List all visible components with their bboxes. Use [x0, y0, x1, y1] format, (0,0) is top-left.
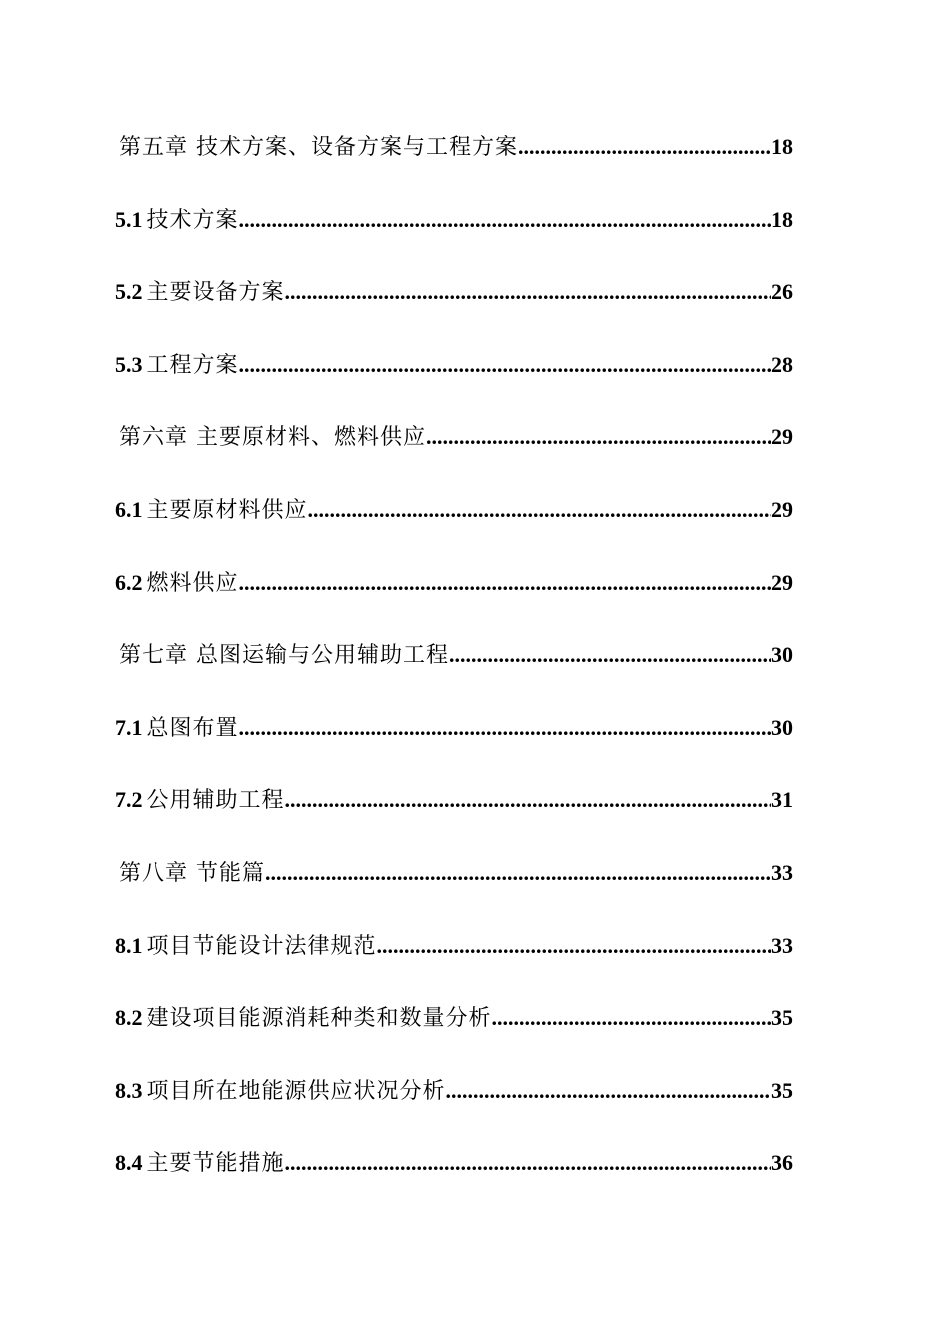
toc-entry[interactable] [115, 856, 793, 929]
toc-entry[interactable] [115, 130, 793, 203]
toc-entry-title [115, 493, 308, 524]
toc-leader-dots [308, 497, 771, 523]
toc-entry-text: 技术方案 [146, 207, 239, 233]
toc-entry-text: 项目节能设计法律规范 [146, 933, 377, 959]
toc-entry-title [115, 1146, 285, 1177]
toc-entry-text: 第八章 节能篇 [119, 860, 265, 886]
toc-leader-dots [449, 642, 771, 668]
toc-entry-title [115, 420, 426, 451]
toc-entry[interactable] [115, 1001, 793, 1074]
toc-entry[interactable] [115, 783, 793, 856]
toc-entry-title [115, 275, 285, 306]
toc-page-number: 36 [771, 1150, 793, 1176]
toc-entry-text: 主要设备方案 [146, 280, 285, 306]
toc-entry-number: 5.3 [115, 351, 143, 377]
toc-entry-text: 第六章 主要原材料、燃料供应 [119, 425, 426, 451]
toc-page-number: 18 [771, 206, 793, 232]
toc-entry-title [115, 783, 285, 814]
toc-page-number: 30 [771, 642, 793, 668]
toc-entry-text: 公用辅助工程 [146, 788, 285, 814]
toc-entry-title [115, 130, 518, 161]
toc-entry[interactable] [115, 493, 793, 566]
toc-entry[interactable] [115, 929, 793, 1002]
toc-entry-title [115, 929, 377, 960]
toc-entry[interactable] [115, 1074, 793, 1147]
toc-entry-number: 8.3 [115, 1077, 143, 1103]
toc-entry-number: 8.2 [115, 1005, 143, 1031]
toc-page-number: 35 [771, 1077, 793, 1103]
toc-page-number: 29 [771, 496, 793, 522]
toc-entry-title [115, 566, 239, 597]
toc-entry[interactable] [115, 348, 793, 421]
toc-leader-dots [239, 207, 771, 233]
toc-entry-title [115, 1074, 446, 1105]
toc-entry-number: 6.1 [115, 496, 143, 522]
toc-leader-dots [239, 715, 771, 741]
toc-entry[interactable] [115, 275, 793, 348]
toc-entry-text: 项目所在地能源供应状况分析 [146, 1078, 446, 1104]
toc-entry-text: 工程方案 [146, 352, 239, 378]
toc-page-number: 33 [771, 932, 793, 958]
toc-page-number: 30 [771, 714, 793, 740]
toc-entry-text: 主要节能措施 [146, 1151, 285, 1177]
toc-leader-dots [239, 570, 771, 596]
toc-entry-text: 建设项目能源消耗种类和数量分析 [146, 1006, 492, 1032]
toc-entry-number: 5.2 [115, 279, 143, 305]
toc-entry[interactable] [115, 566, 793, 639]
toc-page-number: 18 [771, 134, 793, 159]
toc-leader-dots [239, 352, 771, 378]
toc-entry-number: 8.4 [115, 1150, 143, 1176]
toc-entry-text: 第七章 总图运输与公用辅助工程 [119, 643, 449, 669]
toc-page-number: 28 [771, 351, 793, 377]
toc-leader-dots [285, 279, 771, 305]
toc-entry-text: 燃料供应 [146, 570, 239, 596]
toc-entry[interactable] [115, 420, 793, 493]
toc-entry-title [115, 1001, 492, 1032]
toc-entry[interactable] [115, 203, 793, 276]
toc-entry-number: 7.2 [115, 787, 143, 813]
toc-entry-number: 5.1 [115, 206, 143, 232]
toc-entry-title [115, 711, 239, 742]
toc-entry-title [115, 856, 265, 887]
toc-entry-number: 8.1 [115, 932, 143, 958]
toc-entry-text: 总图布置 [146, 715, 239, 741]
toc-page-number: 29 [771, 569, 793, 595]
toc-leader-dots [265, 860, 771, 886]
toc-entry[interactable] [115, 1146, 793, 1219]
toc-entry[interactable] [115, 711, 793, 784]
toc-entry-text: 主要原材料供应 [146, 497, 308, 523]
toc-page-number: 33 [771, 859, 793, 885]
toc-leader-dots [446, 1078, 771, 1104]
toc-leader-dots [518, 134, 771, 160]
toc-leader-dots [426, 424, 771, 450]
table-of-contents [115, 130, 793, 1219]
toc-page-number: 29 [771, 424, 793, 450]
toc-leader-dots [492, 1005, 771, 1031]
toc-entry-title [115, 203, 239, 234]
toc-entry[interactable] [115, 638, 793, 711]
toc-entry-number: 7.1 [115, 714, 143, 740]
toc-entry-title [115, 638, 449, 669]
toc-entry-title [115, 348, 239, 379]
toc-leader-dots [377, 933, 771, 959]
toc-page-number: 26 [771, 279, 793, 305]
toc-entry-number: 6.2 [115, 569, 143, 595]
toc-page-number: 31 [771, 787, 793, 813]
toc-leader-dots [285, 1150, 771, 1176]
toc-entry-text: 第五章 技术方案、设备方案与工程方案 [119, 135, 518, 160]
toc-leader-dots [285, 787, 771, 813]
toc-page-number: 35 [771, 1005, 793, 1031]
